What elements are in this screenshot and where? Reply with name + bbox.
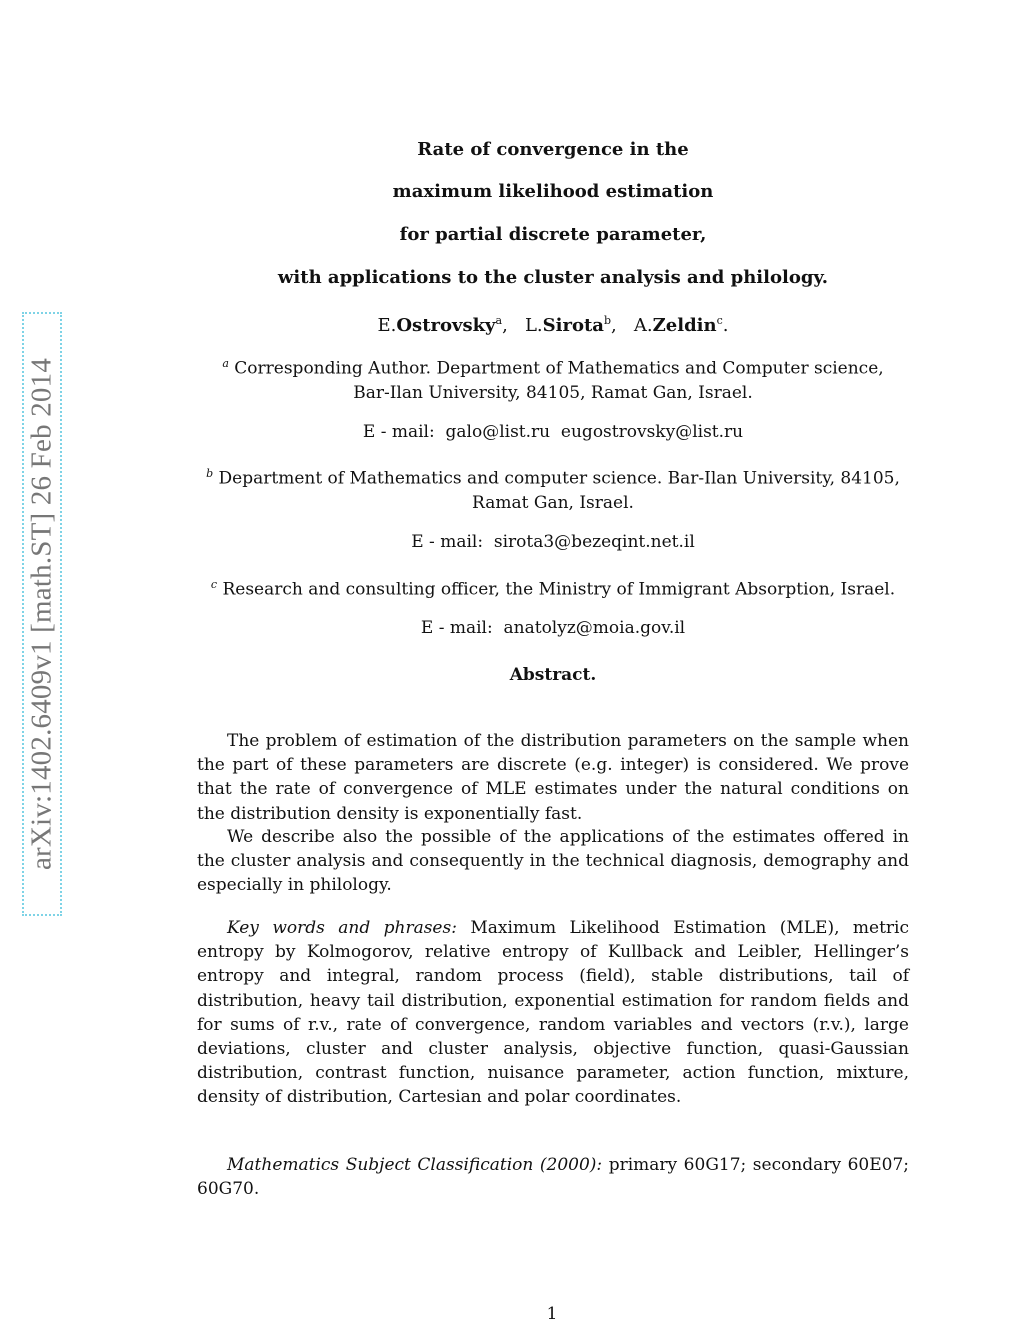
title-line-1: Rate of convergence in the (417, 139, 689, 160)
author-1: E.Ostrovsky$^a$ (377, 314, 503, 336)
page-number: 1 (546, 1304, 558, 1324)
email-b: E - mail: sirota3@bezeqint.net.il (411, 532, 695, 552)
abstract-paragraph-2: We describe also the possible of the applications of the estimates offered in the cluster analysis and consequently in the technical diagnosis, demography and especially in philology. (197, 827, 909, 896)
arxiv-identifier: arXiv:1402.6409v1 [math.ST] 26 Feb 2014 (25, 357, 58, 871)
author-list: E.Ostrovsky$^a$, L.Sirota$^b$, A.Zeldin$^c$. (377, 314, 729, 336)
abstract-heading: Abstract. (509, 665, 597, 685)
keywords: Key words and phrases: Maximum Likelihood Estimation (MLE), metric entropy by Kolmogorov, relative entropy of Kullback and Leibler, Hellinger’s entropy and integral, random process (field), stable distributions, tail of distribution, heavy tail distribution, exponential estimation for random fields and for sums of r.v., rate of convergence, random variables and vectors (r.v.), large deviations, cluster and cluster analysis, objective function, quasi-Gaussian distribution, contrast function, nuisance parameter, action function, mixture, density of distribution, Cartesian and polar coordinates. (197, 918, 910, 1108)
title-line-3: for partial discrete parameter, (399, 224, 707, 245)
title-line-4: with applications to the cluster analysis and philology. (277, 267, 829, 288)
msc-classification: Mathematics Subject Classification (2000): primary 60G17; secondary 60E07; 60G70. (197, 1155, 909, 1200)
arxiv-stamp (22, 312, 62, 916)
email-a: E - mail: galo@list.ru eugostrovsky@list.ru (362, 422, 744, 442)
title-line-2: maximum likelihood estimation (392, 181, 714, 202)
email-c: E - mail: anatolyz@moia.gov.il (420, 618, 686, 638)
author-2: L.Sirota$^b$ (524, 314, 612, 336)
author-3: A.Zeldin$^c$ (633, 314, 723, 336)
affiliation-a: $^a$ Corresponding Author. Department of Mathematics and Computer science, Bar-Ilan University, 84105, Ramat Gan, Israel. (222, 357, 884, 403)
affiliation-b: $^b$ Department of Mathematics and computer science. Bar-Ilan University, 84105, Ramat Gan, Israel. (206, 467, 900, 513)
abstract-paragraph-1: The problem of estimation of the distribution parameters on the sample when the part of these parameters are discrete (e.g. integer) is considered. We prove that the rate of convergence of MLE estimates under the natural conditions on the distribution density is exponentially fast. (197, 731, 909, 824)
affiliation-c: $^c$ Research and consulting officer, the Ministry of Immigrant Absorption, Israel. (210, 578, 896, 600)
